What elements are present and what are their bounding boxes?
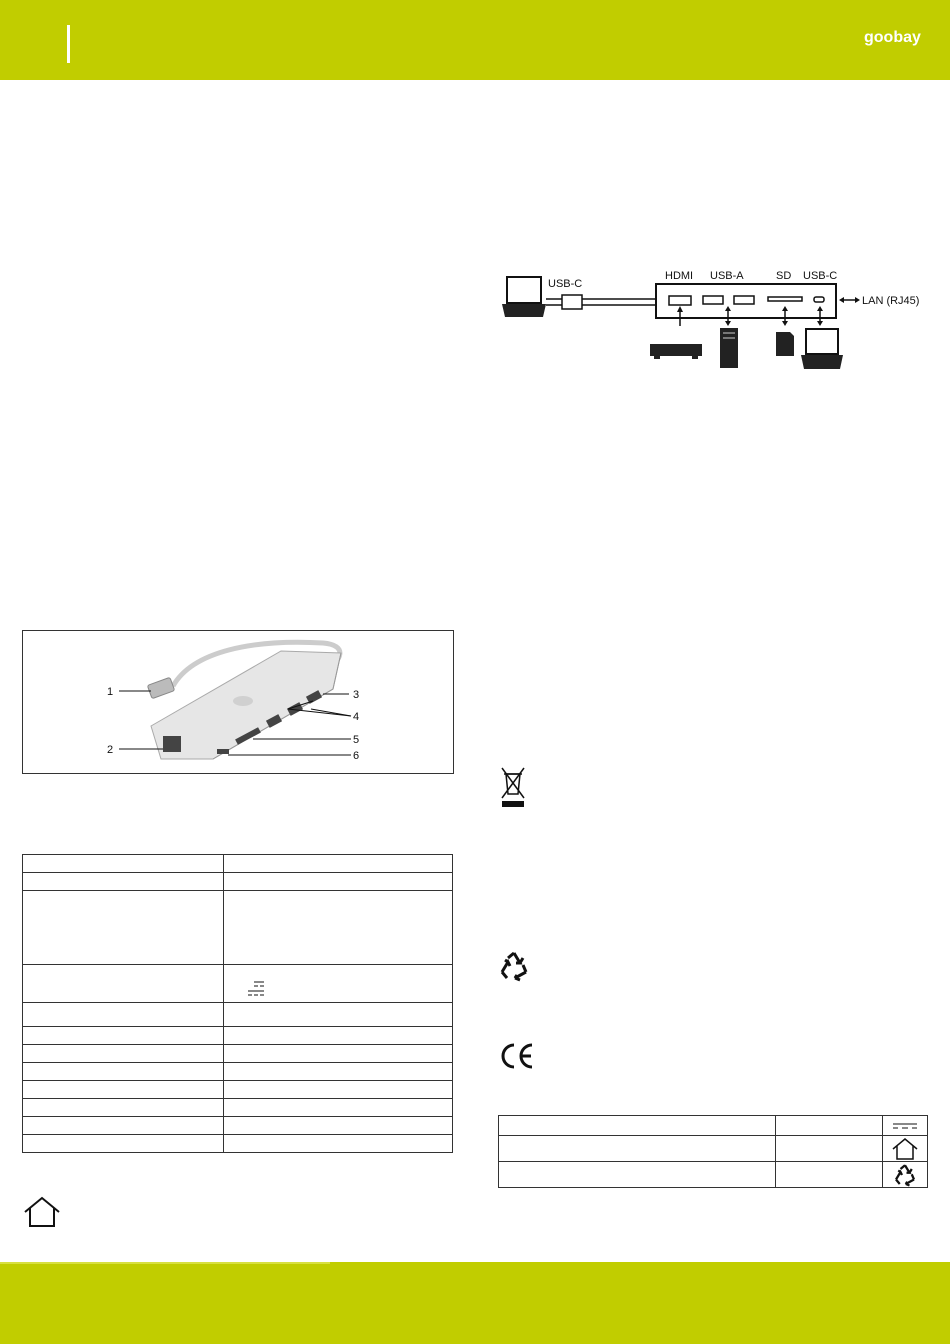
recycle-icon bbox=[498, 950, 530, 982]
dc-symbol-icon bbox=[890, 1120, 920, 1132]
table-row bbox=[499, 1162, 928, 1188]
callout-6: 6 bbox=[353, 750, 360, 762]
dc-symbol-icon bbox=[224, 967, 264, 1001]
table-row bbox=[23, 1081, 453, 1099]
table-row bbox=[499, 1136, 928, 1162]
footer-band bbox=[0, 1262, 950, 1344]
table-row bbox=[23, 1099, 453, 1117]
svg-text:goobay: goobay bbox=[864, 29, 921, 46]
laptop-icon bbox=[801, 329, 843, 369]
lan-label: LAN (RJ45) bbox=[862, 295, 920, 307]
table-row bbox=[23, 965, 453, 1003]
callout-1: 1 bbox=[107, 686, 114, 698]
callout-2: 2 bbox=[107, 744, 114, 756]
hub-drawing bbox=[23, 631, 453, 773]
table-row bbox=[23, 1045, 453, 1063]
hdmi-port-icon bbox=[669, 296, 691, 305]
table-row bbox=[23, 873, 453, 891]
product-figure bbox=[22, 630, 454, 774]
port-label-usb-c: USB-C bbox=[803, 270, 838, 282]
pc-tower-icon bbox=[720, 328, 738, 368]
footer-highlight bbox=[0, 1262, 330, 1264]
rj45-port-icon bbox=[163, 736, 181, 752]
callout-5: 5 bbox=[353, 734, 360, 746]
header-band bbox=[0, 0, 950, 80]
header-divider bbox=[67, 25, 70, 63]
usb-a-port-icon bbox=[703, 296, 723, 304]
port-label-hdmi: HDMI bbox=[665, 270, 694, 282]
cable-label: USB-C bbox=[548, 278, 583, 290]
laptop-icon bbox=[502, 277, 546, 317]
callout-4: 4 bbox=[353, 711, 360, 723]
connection-diagram bbox=[498, 262, 928, 377]
table-row bbox=[23, 1117, 453, 1135]
sd-card-icon bbox=[776, 332, 794, 356]
logo-embossing bbox=[233, 696, 253, 706]
port-label-sd: SD bbox=[776, 270, 792, 282]
table-row bbox=[23, 891, 453, 965]
sd-slot-icon bbox=[768, 297, 802, 301]
usb-a-port-icon bbox=[734, 296, 754, 304]
goobay-logo bbox=[862, 22, 932, 52]
media-player-icon bbox=[650, 344, 702, 359]
table-row bbox=[499, 1116, 928, 1136]
specification-table bbox=[22, 854, 453, 1153]
house-icon bbox=[22, 1196, 62, 1228]
house-icon bbox=[890, 1137, 920, 1161]
usb-c-plug-icon bbox=[562, 295, 582, 309]
table-row bbox=[23, 1027, 453, 1045]
symbols-table bbox=[498, 1115, 928, 1188]
usb-c-port-icon bbox=[814, 297, 824, 302]
crossed-bin-icon bbox=[500, 766, 526, 808]
usb-c-port-icon bbox=[217, 749, 229, 754]
table-row bbox=[23, 855, 453, 873]
recycle-icon bbox=[893, 1163, 917, 1187]
port-label-usb-a: USB-A bbox=[710, 270, 744, 282]
callout-3: 3 bbox=[353, 689, 360, 701]
table-row bbox=[23, 1063, 453, 1081]
ce-mark-icon bbox=[498, 1042, 536, 1070]
table-row bbox=[23, 1135, 453, 1153]
table-row bbox=[23, 1003, 453, 1027]
